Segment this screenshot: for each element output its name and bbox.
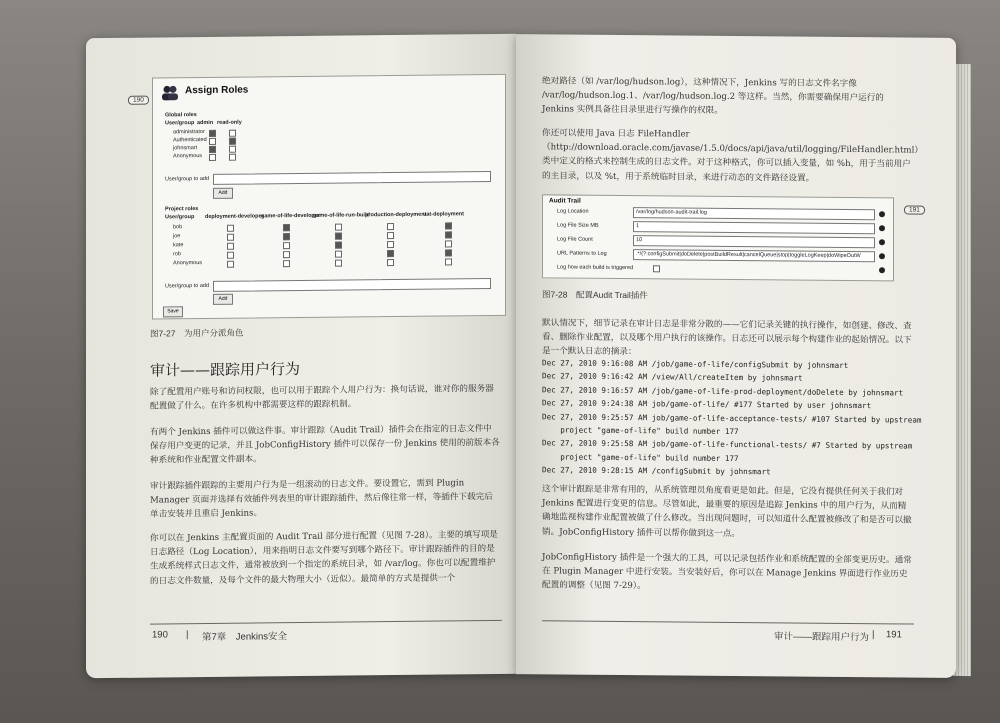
project-user-name: kate [173, 242, 184, 249]
audit-field-input[interactable] [633, 249, 875, 262]
help-icon[interactable] [879, 225, 885, 231]
global-user-name: johnsmart [173, 145, 198, 152]
role-checkbox[interactable] [283, 242, 290, 249]
global-user-name: Authenticated [173, 136, 207, 144]
add-button[interactable]: Add [213, 188, 233, 199]
log-line: project "game-of-life" build number 177 [542, 425, 739, 437]
log-line: Dec 27, 2010 9:25:57 AM job/game-of-life-acceptance-tests/ #107 Started by upstream [542, 411, 922, 425]
left-footer-rule [150, 620, 502, 625]
audit-field-label: URL Patterns to Log [557, 250, 607, 257]
role-checkbox[interactable] [445, 249, 452, 256]
role-checkbox[interactable] [387, 223, 394, 230]
audit-field-label: Log how each build is triggered [557, 264, 634, 272]
left-paragraph-2: 有两个 Jenkins 插件可以做这件事。审计跟踪（Audit Trail）插件会在指定的日志文件中保存用户变更的记录，并且 JobConfigHistory 插件可以保存一份 Jenkins 使用的前版本各种系统和作业配置文件副本。 [150, 424, 500, 466]
left-footer-page-number: 190 [152, 629, 168, 641]
role-checkbox[interactable] [335, 233, 342, 240]
role-checkbox[interactable] [335, 251, 342, 258]
right-footer-section: 审计——跟踪用户行为 [774, 631, 870, 644]
add-button-2[interactable]: Add [213, 294, 233, 305]
role-checkbox[interactable] [335, 224, 342, 231]
role-checkbox[interactable] [229, 130, 236, 137]
role-checkbox[interactable] [209, 138, 216, 145]
global-roles-table [153, 75, 505, 79]
users-icon [161, 84, 179, 100]
global-header: User/group [165, 120, 195, 127]
section-heading: 审计——跟踪用户行为 [150, 360, 301, 380]
right-paragraph-4: 这个审计跟踪是非常有用的，从系统管理员角度看更是如此。但是，它没有提供任何关于我们对 Jenkins 配置进行变更的信息。尽管如此，最重要的原因是追踪 Jenkins 中的用户行为，从而精确地监视构建作业配置被做了什么修改。当出现问题时，可以知道什么配置被修改了和是否可以撤销。JobConfigHistory 插件可以帮你做到这一点。 [542, 484, 912, 539]
role-checkbox[interactable] [209, 146, 216, 153]
role-checkbox[interactable] [445, 258, 452, 265]
help-icon[interactable] [879, 267, 885, 273]
log-line: project "game-of-life" build number 177 [542, 452, 739, 463]
role-checkbox[interactable] [387, 259, 394, 266]
global-user-name: administrator [173, 129, 205, 136]
user-group-to-add-label: User/group to add [165, 175, 210, 183]
role-checkbox[interactable] [387, 250, 394, 257]
role-checkbox[interactable] [227, 225, 234, 232]
right-paragraph-5: JobConfigHistory 插件是一个强大的工具，可以记录包括作业和系统配置的全部变更历史。通常在 Plugin Manager 中进行安装。当安装好后，你可以在 Manage Jenkins 界面进行作业历史配置的调整（见图 7-29）。 [542, 552, 912, 592]
audit-field-value: 1 [636, 223, 640, 230]
audit-field-input[interactable] [633, 221, 875, 234]
project-header: uat-deployment [423, 211, 464, 218]
global-header: admin [197, 119, 214, 127]
project-header: deployment-developer [205, 213, 264, 221]
role-checkbox[interactable] [283, 233, 290, 240]
role-checkbox[interactable] [227, 261, 234, 268]
right-footer-separator: | [872, 629, 875, 641]
left-paragraph-1: 除了配置用户账号和访问权限，也可以用于跟踪个人用户行为：换句话说，谁对你的服务器配置做了什么。在许多机构中都需要这样的跟踪机制。 [150, 383, 494, 412]
global-user-name: Anonymous [173, 153, 203, 160]
save-button[interactable]: Save [163, 306, 183, 317]
assign-roles-screenshot [152, 74, 506, 320]
role-checkbox[interactable] [209, 154, 216, 161]
left-page [86, 34, 516, 679]
log-line: Dec 27, 2010 9:16:57 AM /job/game-of-life-prod-deployment/doDelete by johnsmart [542, 385, 904, 398]
help-icon[interactable] [879, 211, 885, 217]
role-checkbox[interactable] [335, 260, 342, 267]
audit-field-input[interactable] [633, 207, 875, 220]
role-checkbox[interactable] [227, 243, 234, 250]
figure-caption-7-27: 图7-27 为用户分派角色 [150, 327, 244, 339]
audit-trail-screenshot [542, 194, 894, 281]
user-group-input[interactable] [213, 171, 491, 185]
project-roles-label: Project roles [165, 206, 199, 213]
project-user-name: rob [173, 251, 181, 258]
right-footer-page-number: 191 [886, 629, 902, 641]
audit-trail-rows [543, 195, 893, 198]
role-checkbox[interactable] [445, 231, 452, 238]
left-footer-separator: | [186, 629, 189, 641]
left-footer-chapter: 第7章 Jenkins安全 [202, 631, 287, 644]
global-header: read-only [217, 119, 242, 126]
log-line: Dec 27, 2010 9:16:42 AM /view/All/createItem by johnsmart [542, 371, 803, 383]
project-roles-table [153, 75, 505, 79]
open-book [58, 36, 960, 676]
audit-field-value: 10 [636, 237, 643, 244]
role-checkbox[interactable] [445, 240, 452, 247]
audit-trigger-checkbox[interactable] [653, 265, 660, 272]
role-checkbox[interactable] [445, 222, 452, 229]
right-page-tab: 191 [904, 205, 925, 214]
audit-field-input[interactable] [633, 235, 875, 248]
right-footer-rule [542, 620, 914, 624]
help-icon[interactable] [879, 253, 885, 259]
role-checkbox[interactable] [229, 138, 236, 145]
user-group-to-add-label-2: User/group to add [165, 282, 210, 290]
role-checkbox[interactable] [209, 130, 216, 137]
project-user-name: joe [173, 233, 181, 240]
role-checkbox[interactable] [229, 146, 236, 153]
left-page-tab: 190 [128, 96, 149, 105]
help-icon[interactable] [879, 239, 885, 245]
right-page [516, 34, 956, 678]
figure-caption-7-28: 图7-28 配置Audit Trail插件 [542, 289, 648, 301]
right-paragraph-1: 绝对路径（如 /var/log/hudson.log），这种情况下，Jenkins 写的日志文件名字像 /var/log/hudson.log.1、/var/log/hudson.log.2 等这样。当然，你需要确保用户运行的 Jenkins 实例具备往目录里进行写操作的权限。 [542, 76, 884, 117]
log-line: Dec 27, 2010 9:16:08 AM /job/game-of-life/configSubmit by johnsmart [542, 358, 849, 370]
role-checkbox[interactable] [335, 242, 342, 249]
audit-field-value: .*/(?:configSubmit|doDelete|postBuildResult|cancelQueue|stop|toggleLogKeep|doWipeOutW [636, 251, 861, 260]
left-paragraph-3: 审计跟踪插件跟踪的主要用户行为是一组滚动的日志文件。要设置它，需到 Plugin Manager 页面并选择有效插件列表里的审计跟踪插件，然后像往常一样，等插件下载完后单击安装并且重启 Jenkins。 [150, 478, 493, 520]
audit-field-label: Log Location [557, 208, 589, 215]
audit-trail-title: Audit Trail [549, 197, 581, 205]
project-header: game-of-life-run-build [313, 212, 370, 219]
role-checkbox[interactable] [229, 154, 236, 161]
audit-field-label: Log File Size MB [557, 222, 599, 229]
audit-field-value: /var/log/hudson-audit-trail.log [636, 209, 707, 216]
role-checkbox[interactable] [227, 234, 234, 241]
role-checkbox[interactable] [283, 260, 290, 267]
role-checkbox[interactable] [283, 224, 290, 231]
right-paragraph-2: 你还可以使用 Java 日志 FileHandler（http://download.oracle.com/javase/1.5.0/docs/api/java/util/logging/FileHandler.html）类中定义的格式来控制生成的日志文件。对于这种格式，你可以插入变量，如 %h，用于当前用户的主目录，以及 %t，用于系统临时目录，来进行动态的文件路径设置。 [542, 128, 923, 184]
role-checkbox[interactable] [227, 252, 234, 259]
role-checkbox[interactable] [387, 241, 394, 248]
project-user-name: bob [173, 224, 183, 231]
role-checkbox[interactable] [283, 251, 290, 258]
log-line: Dec 27, 2010 9:25:58 AM job/game-of-life-functional-tests/ #7 Started by upstream [542, 438, 913, 451]
project-header: User/group [165, 214, 195, 221]
left-paragraph-4: 你可以在 Jenkins 主配置页面的 Audit Trail 部分进行配置（见图 7-28）。主要的填写项是日志路径（Log Location），用来指明日志文件要写到哪个路径下。审计跟踪插件的目的是生成系统样式日志文件，通常被放到一个指定的系统目录，如 /var/log。你也可以配置维护的日志文件数量，及每个文件的最大物理大小（近似）。最简单的方式是提供一个 [150, 529, 498, 587]
assign-roles-title: Assign Roles [185, 84, 249, 97]
global-roles-label: Global roles [165, 112, 197, 119]
user-group-input-2[interactable] [213, 278, 491, 292]
role-checkbox[interactable] [387, 232, 394, 239]
log-line: Dec 27, 2010 9:28:15 AM /configSubmit by johnsmart [542, 465, 771, 477]
right-paragraph-3: 默认情况下，细节记录在审计日志是非常分散的——它们记录关键的执行操作，如创建、修改、查看、删除作业配置，以及哪个用户执行的该操作。日志还可以展示每个构建作业的起始情况。以下是一个默认日志的摘录： [542, 318, 912, 358]
audit-field-label: Log File Count [557, 236, 593, 243]
project-user-name: Anonymous [173, 260, 203, 267]
project-header: production-deployment [365, 211, 427, 219]
log-line: Dec 27, 2010 9:24:38 AM job/game-of-life/ #177 Started by user johnsmart [542, 398, 872, 411]
project-header: game-of-life-developer [261, 212, 320, 220]
